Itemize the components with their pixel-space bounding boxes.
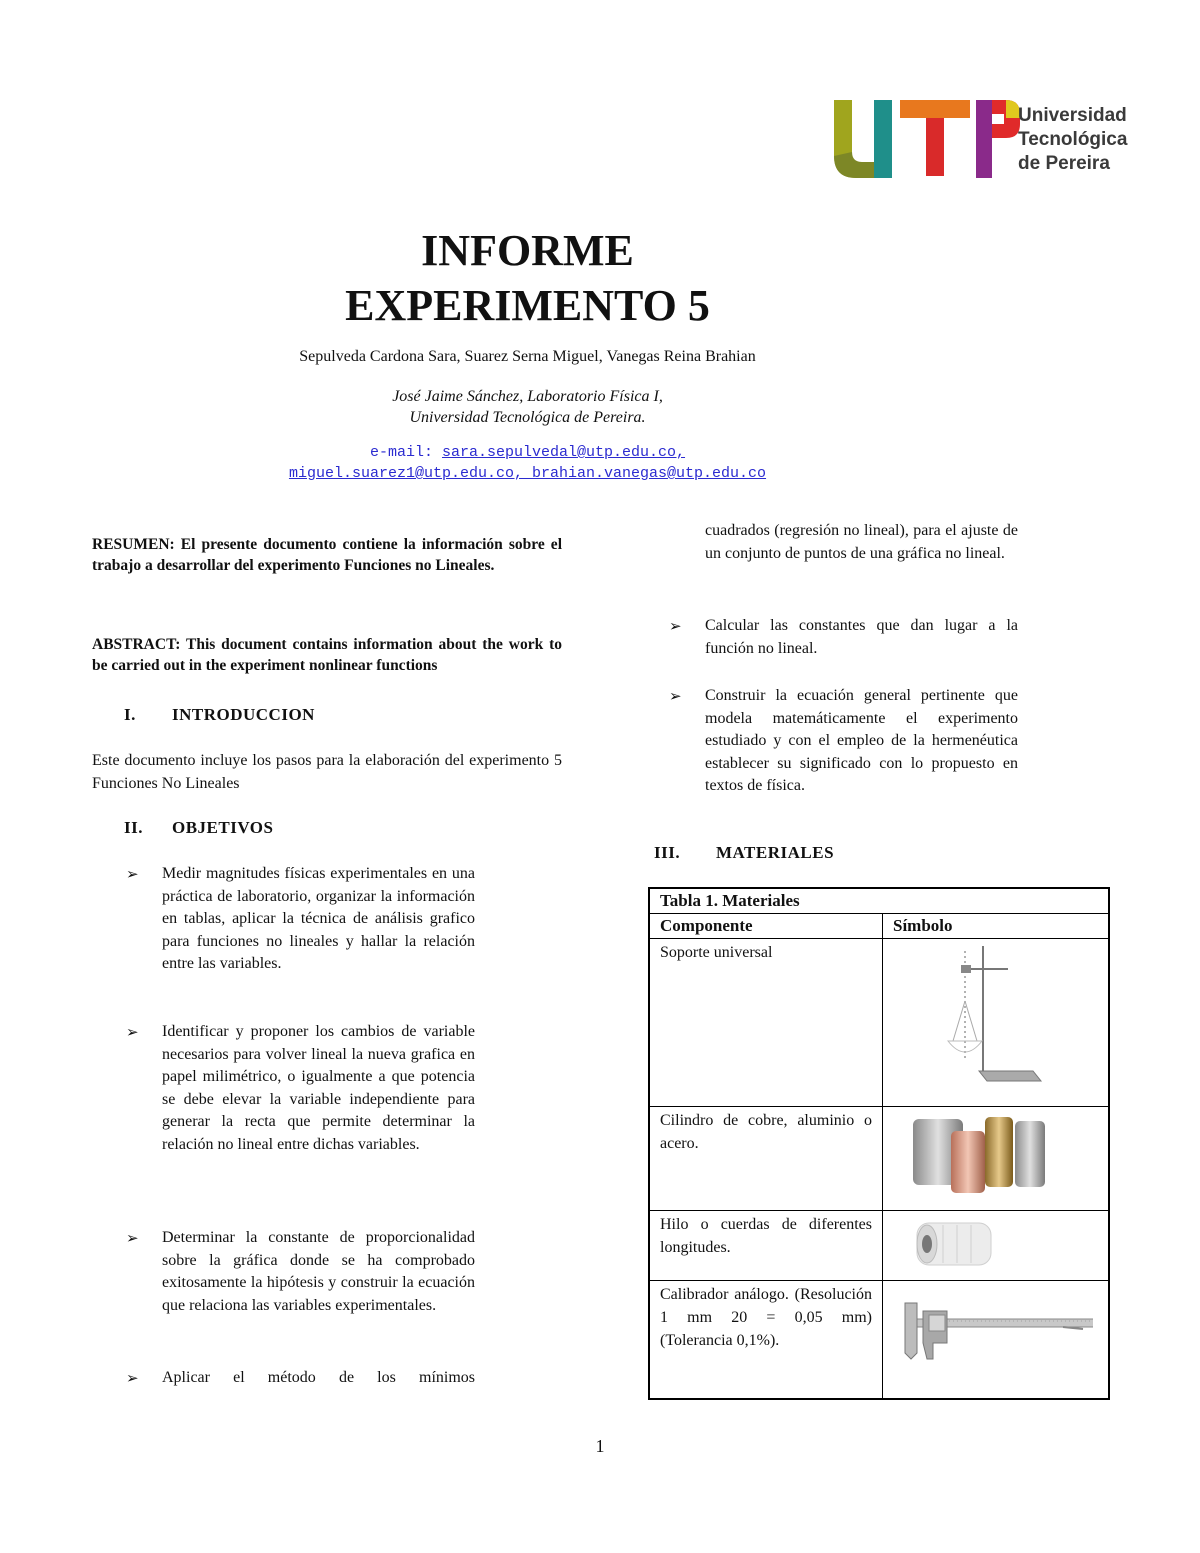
title-line-1: INFORME xyxy=(421,226,634,275)
email-prefix: e-mail: xyxy=(369,444,442,461)
objective-item xyxy=(669,685,1018,798)
objective-text: Aplicar el método de los mínimos xyxy=(162,1369,475,1386)
arrow-bullet-icon: ➢ xyxy=(126,1229,139,1247)
objective-item xyxy=(126,1227,475,1317)
objective-text: Calcular las constantes que dan lugar a la función no lineal. xyxy=(705,617,1018,657)
abstract: ABSTRACT: This document contains information about the work to be carried out in the experiment nonlinear functions xyxy=(92,636,562,674)
table-caption: Tabla 1. Materiales xyxy=(649,888,1109,914)
section-title: INTRODUCCION xyxy=(172,705,315,724)
table-row xyxy=(649,939,1109,1107)
arrow-bullet-icon: ➢ xyxy=(669,617,682,635)
materials-table xyxy=(648,887,1110,1400)
section-number: III. xyxy=(654,843,681,862)
table-row xyxy=(649,1281,1109,1399)
logo-line-1: Universidad xyxy=(1018,105,1127,126)
section-title: MATERIALES xyxy=(716,843,835,862)
objective-text: Medir magnitudes físicas experimentales en una práctica de laboratorio, organizar la información en tablas, aplicar la técnica de análisis grafico para funciones no lineales y hallar la relación entre las variables. xyxy=(162,865,475,973)
email-link-sara[interactable]: sara.sepulvedal@utp.edu.co, xyxy=(441,444,686,461)
thread-spool-icon xyxy=(893,1213,1093,1273)
email-line-1 xyxy=(0,442,1055,464)
table-header-simbolo: Símbolo xyxy=(883,914,1110,939)
arrow-bullet-icon: ➢ xyxy=(126,865,139,883)
affiliation-line-1: José Jaime Sánchez, Laboratorio Física I, xyxy=(392,388,663,405)
resumen: RESUMEN: El presente documento contiene la información sobre el trabajo a desarrollar del experimento Funciones no Lineales. xyxy=(92,536,562,574)
section-introduccion xyxy=(124,705,315,725)
objective-text: Identificar y proponer los cambios de variable necesarios para volver lineal la nueva grafica en papel milimétrico, o igualmente a que potencia se debe elevar la variable independiente para generar la recta que permite determinar la relación no lineal entre dichas variables. xyxy=(162,1023,475,1153)
table-cell-component: Calibrador análogo. (Resolución 1 mm 20 = 0,05 mm) (Tolerancia 0,1%). xyxy=(649,1281,883,1399)
arrow-bullet-icon: ➢ xyxy=(126,1369,139,1387)
email-link-brahian[interactable]: brahian.vanegas@utp.edu.co xyxy=(532,465,767,482)
metal-cylinders-icon xyxy=(893,1109,1093,1201)
section-materiales xyxy=(654,843,834,863)
authors: Sepulveda Cardona Sara, Suarez Serna Miguel, Vanegas Reina Brahian xyxy=(299,348,756,365)
arrow-bullet-icon: ➢ xyxy=(126,1023,139,1041)
universal-stand-icon xyxy=(893,941,1093,1096)
table-header-componente: Componente xyxy=(649,914,883,939)
logo-line-3: de Pereira xyxy=(1018,153,1110,174)
section-number: II. xyxy=(124,818,143,837)
objective-item xyxy=(126,1021,475,1157)
table-cell-component: Hilo o cuerdas de diferentes longitudes. xyxy=(649,1211,883,1281)
table-row xyxy=(649,1211,1109,1281)
arrow-bullet-icon: ➢ xyxy=(669,687,682,705)
table-cell-component: Cilindro de cobre, aluminio o acero. xyxy=(649,1107,883,1211)
intro-paragraph: Este documento incluye los pasos para la elaboración del experimento 5 Funciones No Lineales xyxy=(92,752,562,792)
objective-item xyxy=(126,863,475,976)
logo-line-2: Tecnológica xyxy=(1018,129,1128,150)
email-separator: , xyxy=(513,465,532,482)
table-header-row xyxy=(649,914,1109,939)
section-objetivos xyxy=(124,818,273,838)
table-cell-symbol xyxy=(883,1107,1110,1211)
objective-item xyxy=(669,615,1018,660)
page-number: 1 xyxy=(595,1436,605,1456)
section-number: I. xyxy=(124,705,136,724)
vernier-caliper-icon xyxy=(893,1283,1093,1373)
email-line-2 xyxy=(0,463,1055,485)
table-cell-symbol xyxy=(883,939,1110,1107)
objective-text: Determinar la constante de proporcionalidad sobre la gráfica donde se ha comprobado exitosamente la hipótesis y construir la ecuación que relaciona las variables experimentales. xyxy=(162,1229,475,1314)
title-line-2: EXPERIMENTO 5 xyxy=(345,281,710,330)
section-title: OBJETIVOS xyxy=(172,818,274,837)
university-name xyxy=(1018,104,1127,176)
objective-continuation: cuadrados (regresión no lineal), para el ajuste de un conjunto de puntos de una gráfica no lineal. xyxy=(705,522,1018,562)
objective-item xyxy=(126,1367,475,1390)
table-caption-row xyxy=(649,888,1109,914)
objective-text: Construir la ecuación general pertinente que modela matemáticamente el experimento estudiado y con el empleo de la hermenéutica establecer su significado con lo propuesto en textos de física. xyxy=(705,687,1018,795)
table-cell-component: Soporte universal xyxy=(649,939,883,1107)
email-link-miguel[interactable]: miguel.suarez1@utp.edu.co xyxy=(288,465,514,482)
table-cell-symbol xyxy=(883,1281,1110,1399)
table-row xyxy=(649,1107,1109,1211)
table-cell-symbol xyxy=(883,1211,1110,1281)
affiliation-line-2: Universidad Tecnológica de Pereira. xyxy=(409,409,646,426)
